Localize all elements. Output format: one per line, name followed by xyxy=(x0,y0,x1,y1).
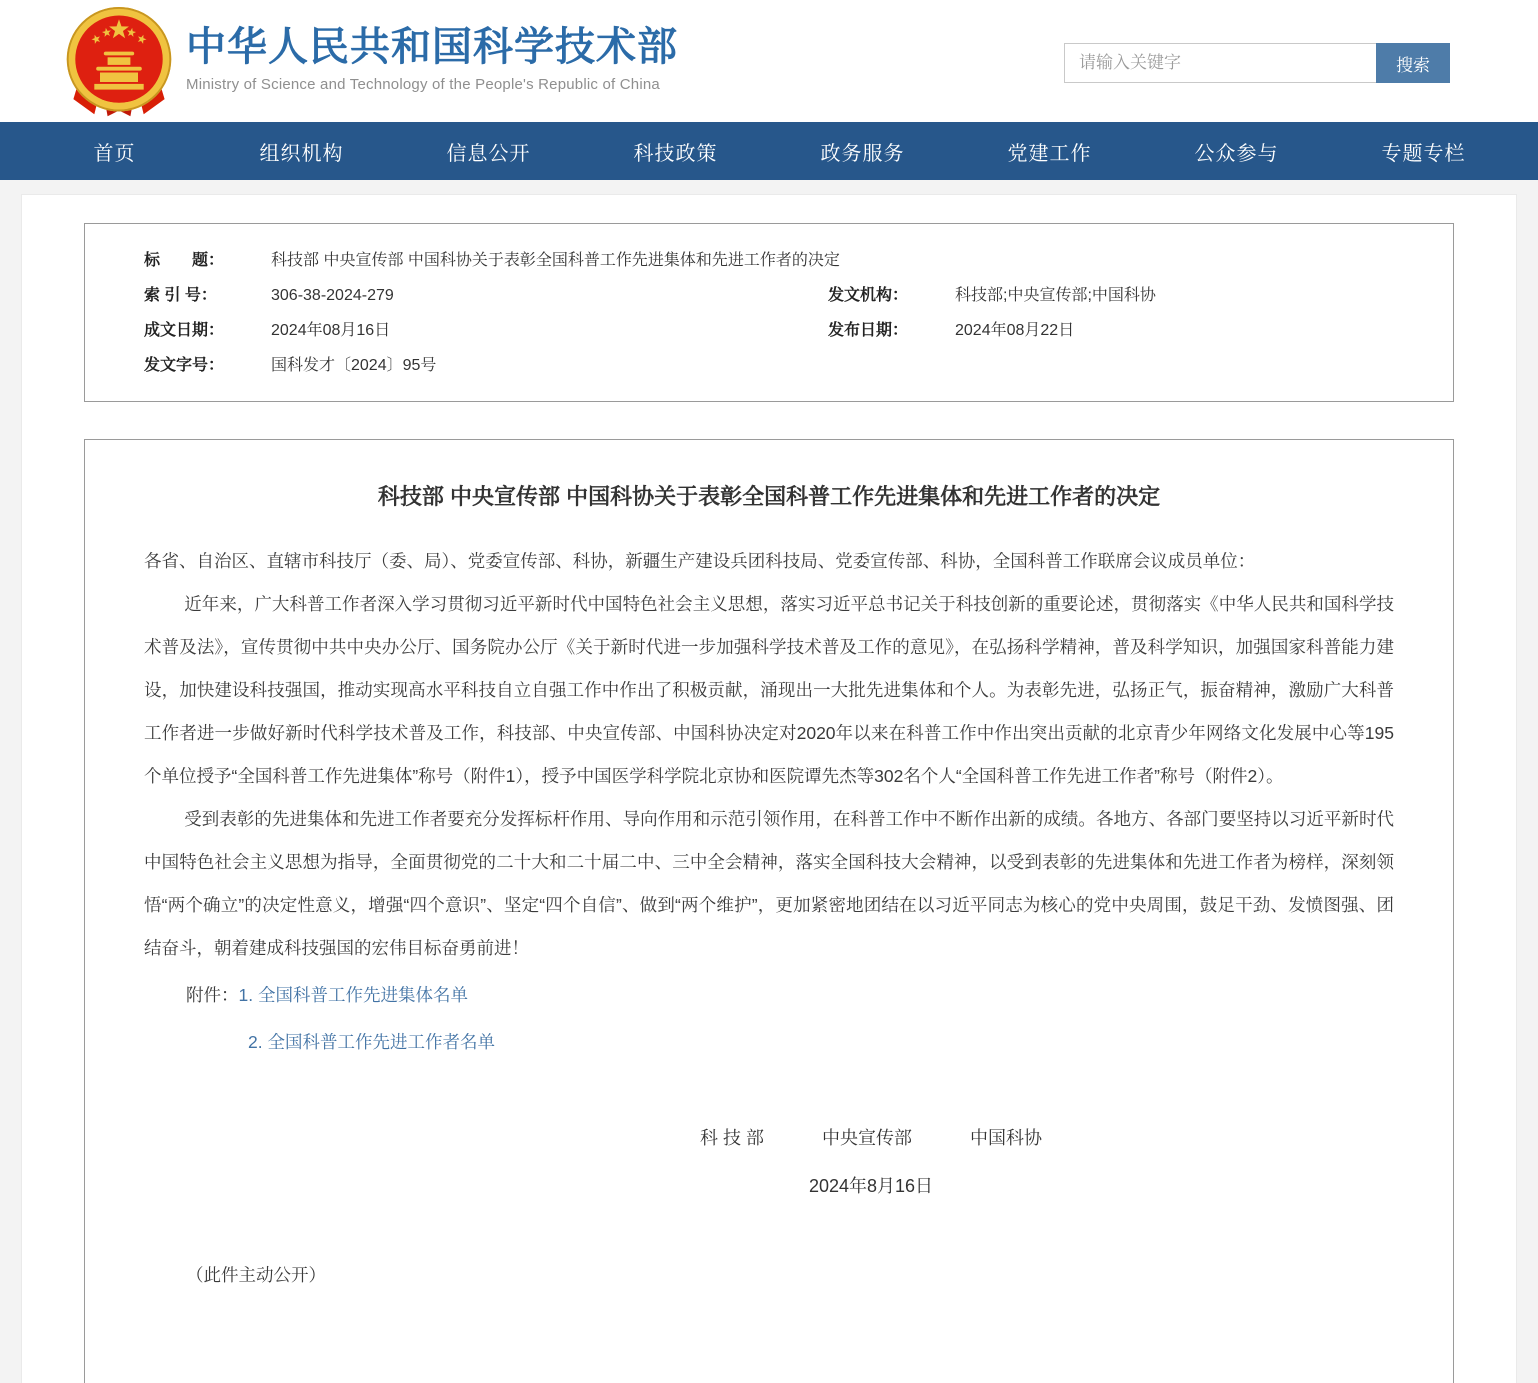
search-input[interactable] xyxy=(1064,43,1376,83)
meta-written-date-label: 成文日期： xyxy=(144,322,225,339)
site-title-en: Ministry of Science and Technology of the People's Republic of China xyxy=(186,76,660,93)
nav-item-gov-services[interactable]: 政务服务 xyxy=(820,142,905,165)
paragraph-body-2: 受到表彰的先进集体和先进工作者要充分发挥标杆作用、导向作用和示范引领作用，在科普工作中不断作出新的成绩。各地方、各部门要坚持以习近平新时代中国特色社会主义思想为指导，全面贯彻党的二十大和二十届二中、三中全会精神，落实全国科技大会精神，以受到表彰的先进集体和先进工作者为榜样，深刻领悟“两个确立”的决定性意义，增强“四个意识”、坚定“四个自信”、做到“两个维护”，更加紧密地团结在以习近平同志为核心的党中央周围，鼓足干劲、发愤图强、团结奋斗，朝着建成科技强国的宏伟目标奋勇前进！ xyxy=(144,809,1394,958)
signature-org-most: 科 技 部 xyxy=(700,1128,765,1148)
signature-block xyxy=(700,1124,1042,1198)
meta-issuer-value: 科技部;中央宣传部;中国科协 xyxy=(955,287,1156,304)
nav-item-public-participation[interactable]: 公众参与 xyxy=(1194,142,1279,165)
attachment-link-1[interactable]: 1. 全国科普工作先进集体名单 xyxy=(238,985,468,1005)
nav-item-special-topics[interactable]: 专题专栏 xyxy=(1381,142,1466,165)
meta-row-index xyxy=(144,285,1433,307)
document-metadata-box xyxy=(84,223,1454,402)
paragraph-salutation: 各省、自治区、直辖市科技厅（委、局）、党委宣传部、科协，新疆生产建设兵团科技局、党委宣传部、科协，全国科普工作联席会议成员单位： xyxy=(144,551,1256,571)
signature-org-propaganda: 中央宣传部 xyxy=(822,1128,912,1148)
disclosure-note: （此件主动公开） xyxy=(186,1265,326,1285)
meta-publish-date-label: 发布日期： xyxy=(828,322,909,339)
signature-orgs xyxy=(700,1124,1042,1150)
attachment-link-2[interactable]: 2. 全国科普工作先进工作者名单 xyxy=(248,1032,495,1052)
document-body-box xyxy=(84,439,1454,1383)
signature-org-cast: 中国科协 xyxy=(969,1128,1042,1148)
meta-row-doc-number xyxy=(144,355,1433,377)
site-header xyxy=(0,0,1538,122)
paragraph-body-1: 近年来，广大科普工作者深入学习贯彻习近平新时代中国特色社会主义思想，落实习近平总书记关于科技创新的重要论述，贯彻落实《中华人民共和国科学技术普及法》，宣传贯彻中共中央办公厅、国务院办公厅《关于新时代进一步加强科学技术普及工作的意见》，在弘扬科学精神，普及科学知识，加强国家科普能力建设，加快建设科技强国，推动实现高水平科技自立自强工作中作出了积极贡献，涌现出一大批先进集体和个人。为表彰先进，弘扬正气，振奋精神，激励广大科普工作者进一步做好新时代科学技术普及工作，科技部、中央宣传部、中国科协决定对2020年以来在科普工作中作出突出贡献的北京青少年网络文化发展中心等195个单位授予“全国科普工作先进集体”称号（附件1），授予中国医学科学院北京协和医院谭先杰等302名个人“全国科普工作先进工作者”称号（附件2）。 xyxy=(144,594,1394,786)
attachments-label: 附件： xyxy=(186,985,239,1005)
attachment-row-2 xyxy=(186,1019,1394,1066)
meta-row-dates xyxy=(144,320,1433,342)
document-title: 科技部 中央宣传部 中国科协关于表彰全国科普工作先进集体和先进工作者的决定 xyxy=(377,484,1161,509)
signature-date: 2024年8月16日 xyxy=(808,1176,934,1196)
meta-title-label: 标 题： xyxy=(144,252,225,269)
site-title-zh: 中华人民共和国科学技术部 xyxy=(186,25,678,69)
attachments xyxy=(186,972,1394,1066)
meta-issuer-label: 发文机构： xyxy=(828,287,909,304)
document-text xyxy=(144,540,1394,970)
search-box xyxy=(1064,43,1450,83)
meta-written-date-value: 2024年08月16日 xyxy=(271,322,391,339)
nav-item-home[interactable]: 首页 xyxy=(93,142,136,165)
meta-index-value: 306-38-2024-279 xyxy=(271,287,394,304)
meta-title-value: 科技部 中央宣传部 中国科协关于表彰全国科普工作先进集体和先进工作者的决定 xyxy=(271,252,840,269)
meta-publish-date-value: 2024年08月22日 xyxy=(955,322,1075,339)
national-emblem-icon xyxy=(62,4,176,122)
search-button[interactable]: 搜索 xyxy=(1376,43,1450,83)
meta-doc-number-label: 发文字号： xyxy=(144,357,225,374)
content-wrapper xyxy=(21,194,1517,1383)
nav-item-party-building[interactable]: 党建工作 xyxy=(1007,142,1092,165)
nav-item-sci-tech-policy[interactable]: 科技政策 xyxy=(633,142,718,165)
main-nav xyxy=(0,122,1538,180)
meta-doc-number-value: 国科发才〔2024〕95号 xyxy=(271,357,437,374)
site-title xyxy=(186,24,678,93)
meta-row-title xyxy=(144,250,1433,272)
main-content xyxy=(0,180,1538,1383)
nav-item-info-disclosure[interactable]: 信息公开 xyxy=(446,142,531,165)
meta-index-label: 索 引 号： xyxy=(144,287,217,304)
attachment-row-1 xyxy=(186,972,1394,1019)
site-logo[interactable] xyxy=(62,4,176,122)
nav-item-organization[interactable]: 组织机构 xyxy=(259,142,344,165)
